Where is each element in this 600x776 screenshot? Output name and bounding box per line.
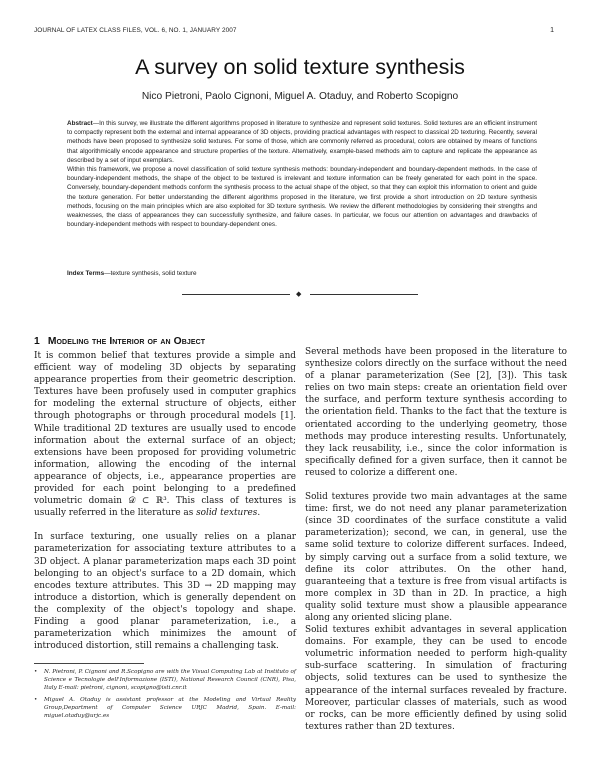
body-text: It is common belief that textures provide a simple and efficient way of modeling 3D objects by separating appearance properties from their geometric description. Textures have been profusely used in computer graphics for modeling the external structure of objects, either through photographs or through procedural models [1]. While traditional 2D textures are usually used to encode information about the external surface of an object; extensions have been proposed for providing volumetric information, allowing the encoding of the internal appearance of objects, i.e., appearance properties are provided for each point belonging to a predefined volumetric domain 𝒟 ⊂ ℝ³. This class of textures is usually referred in the literature as [34, 351, 296, 519]
divider-line-right [310, 294, 418, 295]
body-paragraph: Several methods have been proposed in the literature to synthesize colors directly on the surface without the need of a planar parameterization (See [2], [3]). This task relies on two main steps: create an orientation field over the surface, and perform texture synthesis according to the orientation field. Thanks to the fact that the texture is orientated according to the underlying geometry, those methods may produce interesting results. Unfortunately, they lack reusability, i.e., since the color information is specifically defined for a given surface, then it cannot be reused to colorize a different one. [305, 347, 567, 478]
body-text-end: . [257, 508, 261, 519]
divider-line-left [182, 294, 290, 295]
diamond-icon: ◆ [296, 290, 302, 298]
bullet-icon: • [34, 697, 38, 703]
author-list: Nico Pietroni, Paolo Cignoni, Miguel A. Otaduy, and Roberto Scopigno [141, 91, 459, 102]
left-column [34, 350, 296, 652]
section-divider [182, 292, 418, 296]
emphasis-text: solid textures [196, 508, 258, 519]
footnote [34, 668, 296, 692]
footnote-text: N. Pietroni, P. Cignoni and R.Scopigno are with the Visual Computing Lab at Instituto of Science e Tecnologie dell'Informazione (ISTI), National Research Council (CNR), Pisa, Italy E-mail: pietroni, cignoni, scopigno@isti.cnr.it [44, 669, 296, 691]
footnote-rule [34, 663, 144, 664]
paper-title: A survey on solid texture synthesis [135, 55, 465, 79]
index-terms-text: —texture synthesis, solid texture [104, 270, 197, 277]
abstract-paragraph-2: Within this framework, we propose a novel classification of solid texture synthesis methods: boundary-independent and boundary-dependent methods. In the case of boundary-independent methods, the shape of the object to be textured is irrelevant and texture information can be freely generated for each point in the space. Conversely, boundary-dependent methods conform the synthesis process to the actual shape of the object, so that they can exploit this information to orient and guide the texture generation. For better understanding the different algorithms proposed in the literature, we first provide a short introduction on 2D texture synthesis methods, focusing on the main principles which are also exploited for 3D texture synthesis. We review the different methodologies by considering their strengths and weaknesses, the class of appearances they can successfully synthesize, and failure cases. In particular, we focus our attention on advantages and drawbacks of boundary-independent methods with respect to boundary-dependent ones. [67, 166, 537, 229]
abstract-label: Abstract [67, 120, 93, 127]
section-number: 1 [34, 336, 40, 347]
abstract-paragraph-1 [67, 119, 537, 165]
right-column [305, 346, 567, 733]
footnote [34, 696, 296, 720]
index-terms-label: Index Terms [67, 270, 105, 277]
footnotes [34, 668, 296, 720]
footnote-text: Miguel A. Otaduy is assistant professor at the Modeling and Virtual Reality Group,Department of Computer Science URJC Madrid, Spain. E-mail: miguel.otaduy@urjc.es [44, 697, 296, 719]
bullet-icon: • [34, 669, 38, 675]
body-paragraph: In surface texturing, one usually relies on a planar parameterization for associating texture attributes to a 3D object. A planar parameterization maps each 3D point belonging to an object's surface to a 2D domain, which encodes texture attributes. This 3D → 2D mapping may introduce a distortion, which is generally dependent on the complexity of the object's topology and shape. Finding a good planar parameterization, i.e., a parameterization which minimizes the amount of introduced distortion, still remains a challenging task. [34, 532, 296, 652]
index-terms [67, 270, 537, 277]
section-heading [34, 336, 205, 347]
body-paragraph: Solid textures provide two main advantages at the same time: first, we do not need any planar parameterization (since 3D coordinates of the surface constitute a valid parameterization); second, we can, in general, use the same solid texture to colorize different surfaces. Indeed, by simply carving out a surface from a solid texture, we define its color attributes. On the other hand, guaranteeing that a texture is free from visual artifacts is more complex in 3D than in 2D. In practice, a high quality solid texture must show a plausible appearance along any oriented slicing plane. [305, 492, 567, 623]
abstract [67, 119, 537, 229]
abstract-text-1: —In this survey, we illustrate the different algorithms proposed in literature to synthesize and represent solid textures. Solid textures are an efficient instrument to compactly represent both the external and internal appearance of 3D objects, providing practical advantages with respect to classical 2D texturing. Recently, several methods have been proposed to synthesize solid textures. For some of those, which are commonly referred as procedural, colors are obtained by means of functions that algorithmically encode appearance and structure properties of the texture. Alternatively, example-based methods aim to capture and replicate the appearance as described by a set of input exemplars. [67, 120, 537, 164]
body-paragraph [34, 350, 296, 519]
body-paragraph: Solid textures exhibit advantages in several application domains. For example, they can be used to encode volumetric information needed to perform high-quality sub-surface scattering. In simulation of fracturing objects, solid textures can be used to synthesize the appearance of the internal surfaces revealed by fracture. Moreover, particular classes of materials, such as wood or rocks, can be more efficiently defined by using solid textures rather than 2D textures. [305, 625, 567, 732]
section-title: Modeling the Interior of an Object [47, 336, 206, 347]
running-header: JOURNAL OF LATEX CLASS FILES, VOL. 6, NO. 1, JANUARY 2007 [34, 27, 237, 34]
page-number: 1 [550, 27, 554, 34]
